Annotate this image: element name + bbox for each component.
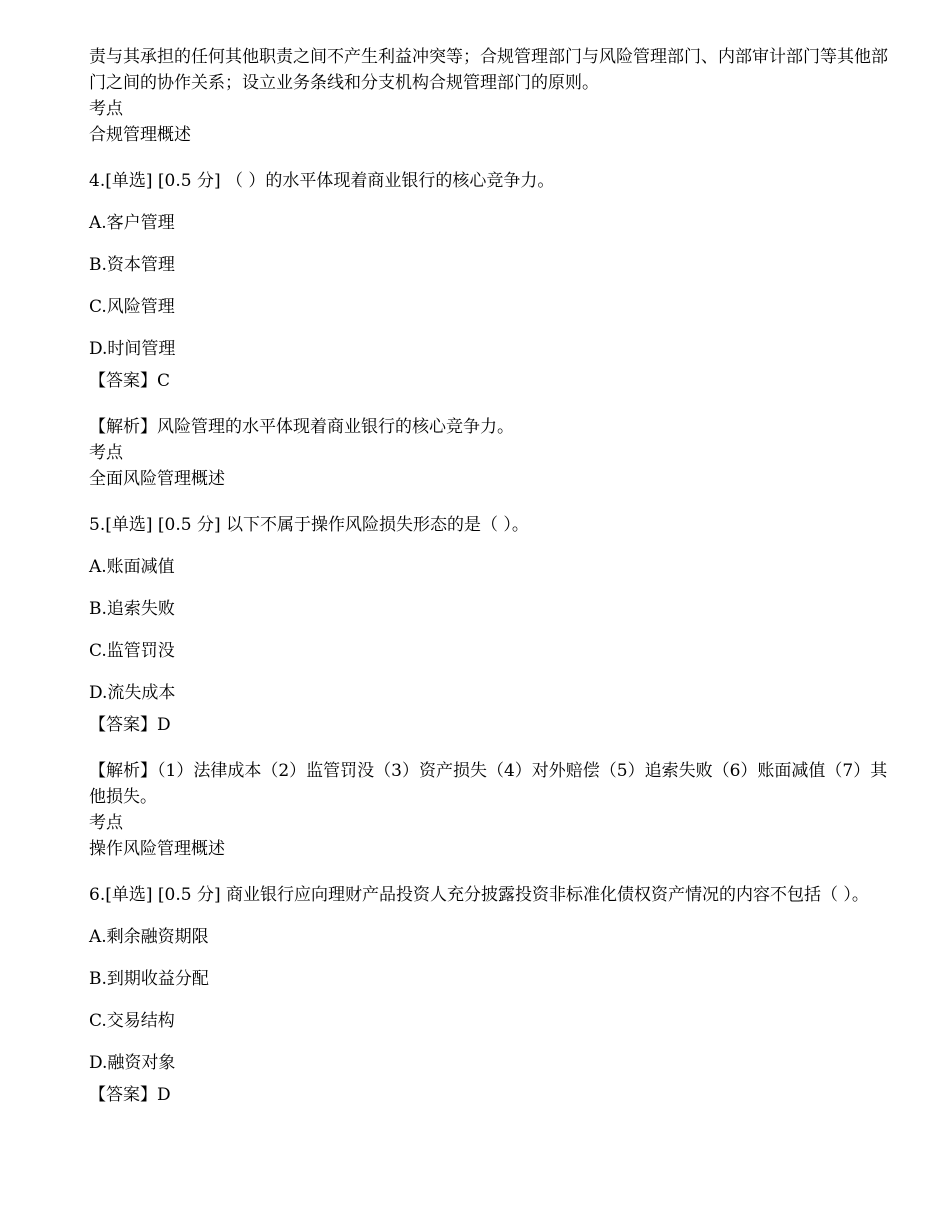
question-stem: 4.[单选] [0.5 分] （ ）的水平体现着商业银行的核心竞争力。 [89, 171, 555, 191]
kaodian-value: 全面风险管理概述 [89, 469, 225, 489]
option-c: C.风险管理 [89, 297, 175, 317]
answer: 【答案】D [89, 715, 171, 735]
question-5 [89, 512, 894, 862]
option-b: B.追索失败 [89, 599, 175, 619]
option-c: C.交易结构 [89, 1011, 175, 1031]
intro-text: 责与其承担的任何其他职责之间不产生利益冲突等；合规管理部门与风险管理部门、内部审计部门等其他部门之间的协作关系；设立业务条线和分支机构合规管理部门的原则。 [89, 47, 888, 93]
analysis: 【解析】（1）法律成本（2）监管罚没（3）资产损失（4）对外赔偿（5）追索失败（6）账面减值（7）其他损失。 [89, 761, 888, 807]
option-b: B.到期收益分配 [89, 969, 209, 989]
analysis: 【解析】风险管理的水平体现着商业银行的核心竞争力。 [89, 417, 514, 437]
option-a: A.剩余融资期限 [89, 927, 209, 947]
option-d: D.融资对象 [89, 1053, 176, 1073]
option-d: D.时间管理 [89, 339, 176, 359]
option-c: C.监管罚没 [89, 641, 175, 661]
option-d: D.流失成本 [89, 683, 176, 703]
question-4 [89, 168, 894, 492]
question-stem: 5.[单选] [0.5 分] 以下不属于操作风险损失形态的是（ ）。 [89, 515, 529, 535]
kaodian-label: 考点 [89, 99, 123, 119]
document-content [89, 44, 894, 1108]
kaodian-value: 操作风险管理概述 [89, 839, 225, 859]
option-a: A.账面减值 [89, 557, 175, 577]
question-stem: 6.[单选] [0.5 分] 商业银行应向理财产品投资人充分披露投资非标准化债权资产情况的内容不包括（ ）。 [89, 885, 869, 905]
option-b: B.资本管理 [89, 255, 175, 275]
question-6 [89, 882, 894, 1108]
answer: 【答案】D [89, 1085, 171, 1105]
intro-block [89, 44, 894, 148]
answer: 【答案】C [89, 371, 171, 391]
option-a: A.客户管理 [89, 213, 175, 233]
kaodian-value: 合规管理概述 [89, 125, 191, 145]
kaodian-label: 考点 [89, 813, 123, 833]
kaodian-label: 考点 [89, 443, 123, 463]
